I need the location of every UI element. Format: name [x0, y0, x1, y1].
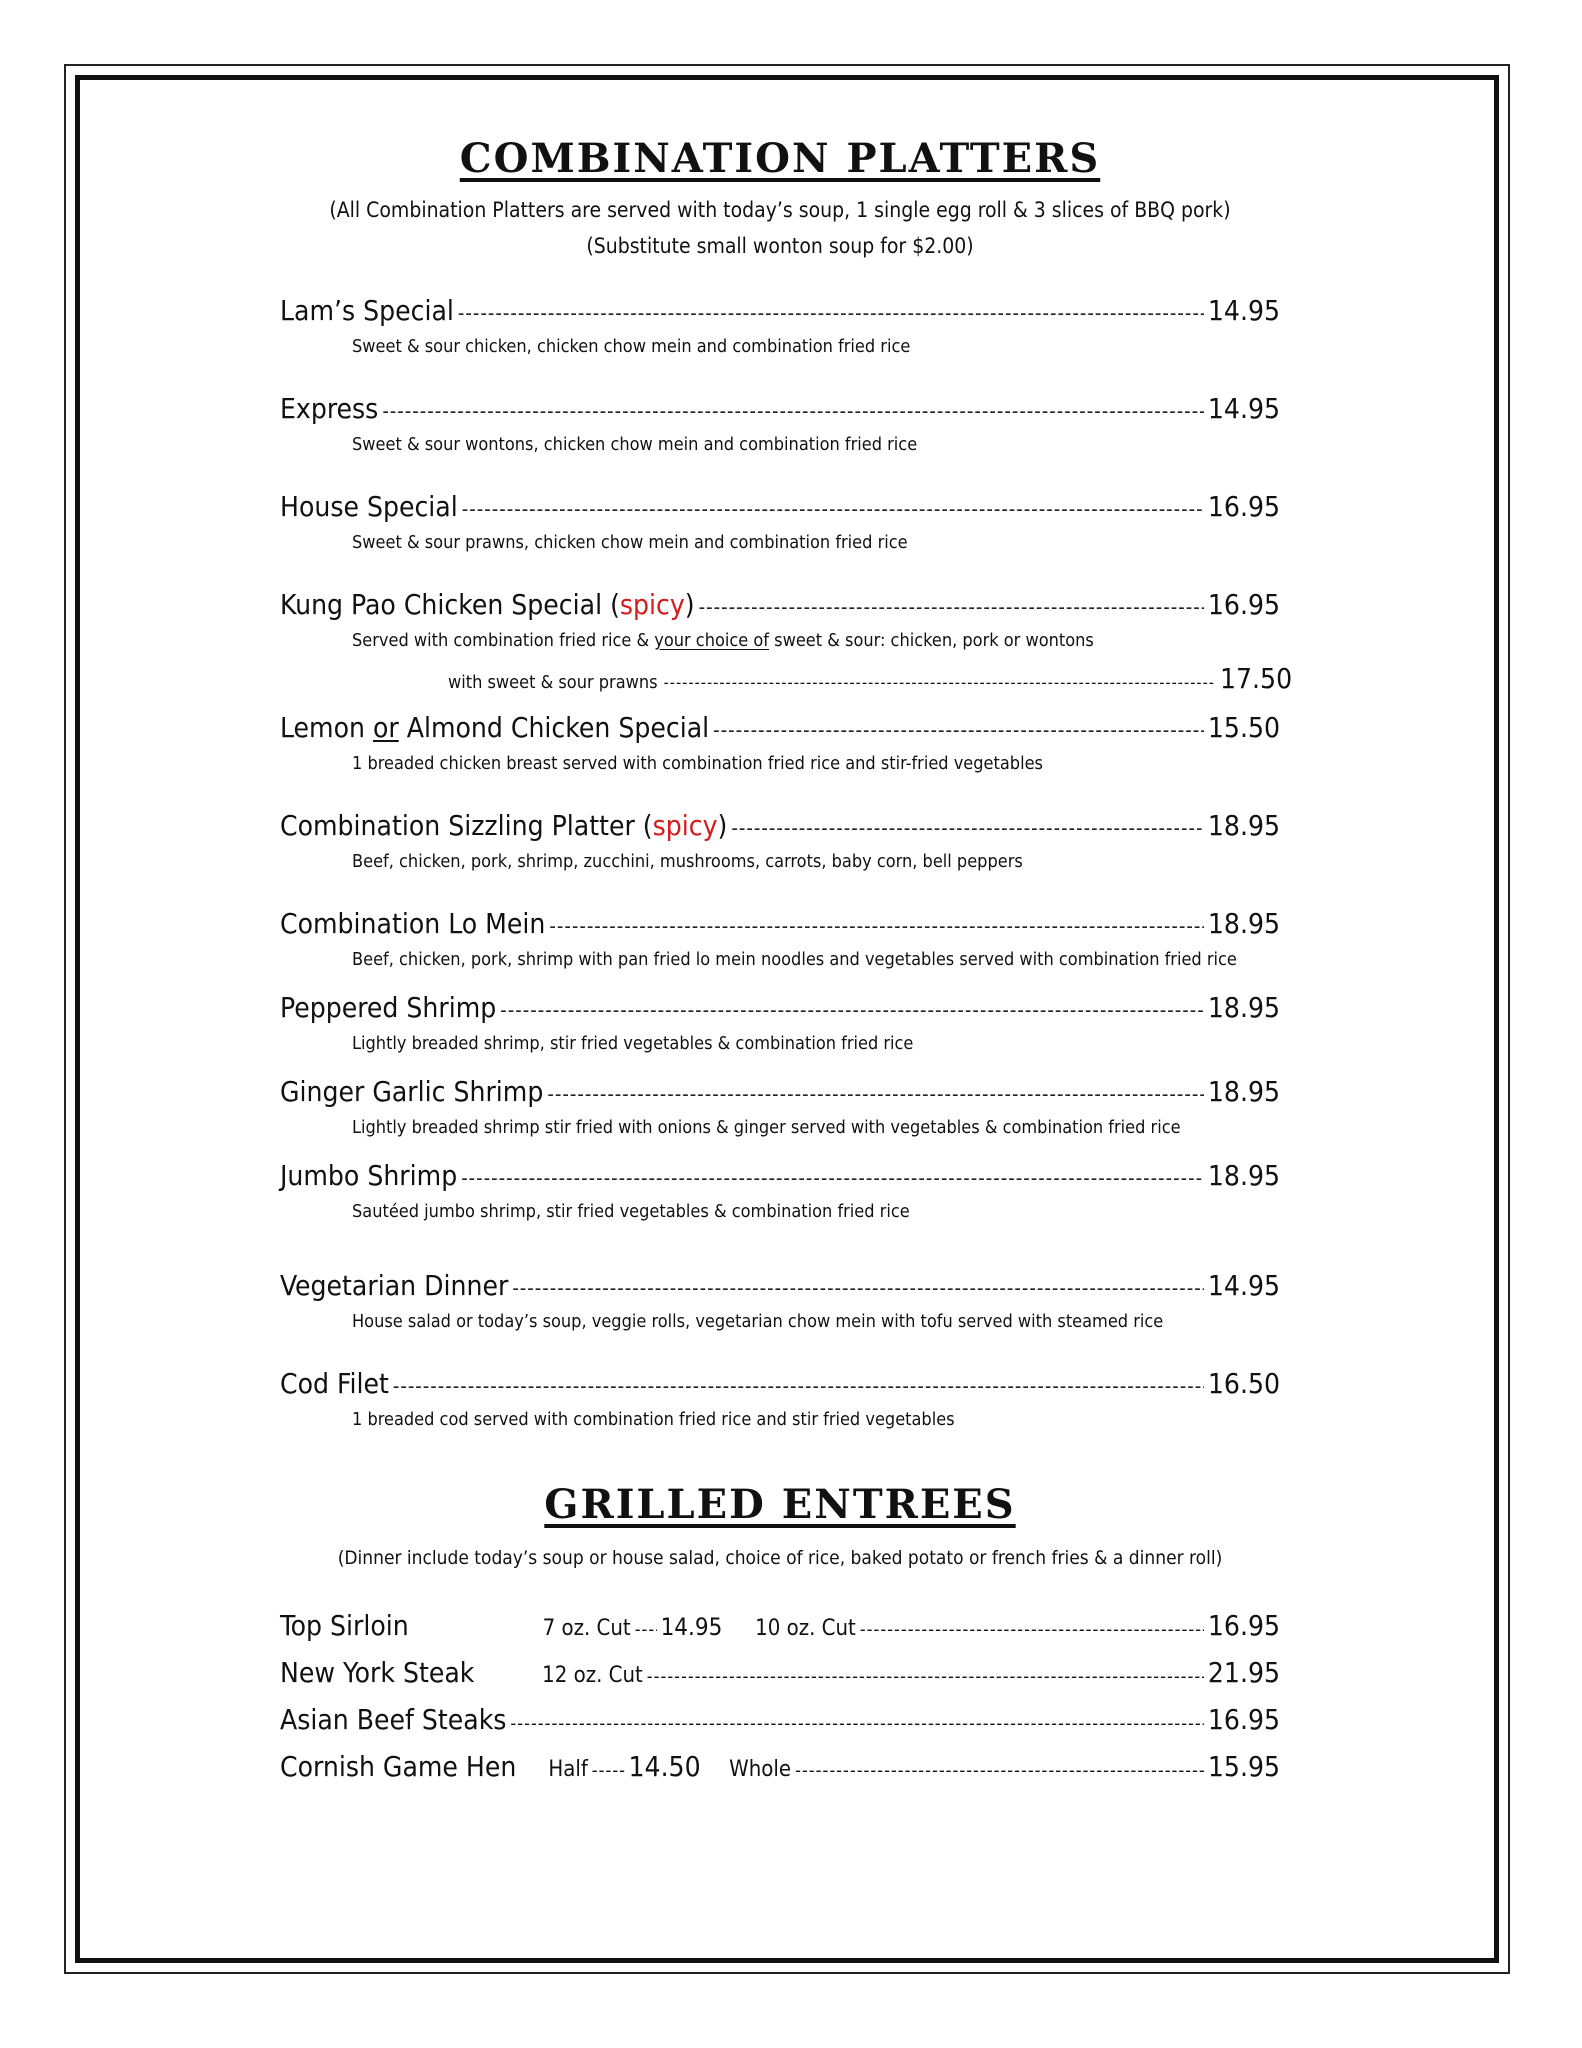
menu-item-row — [280, 905, 1280, 945]
grilled-item-name: Asian Beef Steaks — [280, 1703, 507, 1736]
menu-item — [280, 488, 1280, 558]
grilled-item-name: Top Sirloin — [280, 1609, 409, 1642]
menu-item-price: 18.95 — [1207, 907, 1280, 940]
menu-item-price: 16.95 — [1207, 490, 1280, 523]
leader-dots — [462, 490, 1204, 528]
menu-item — [280, 989, 1280, 1059]
menu-item — [280, 1267, 1280, 1337]
menu-item-price: 18.95 — [1207, 1075, 1280, 1108]
menu-item-row — [280, 709, 1280, 749]
grilled-entrees-title: GRILLED ENTREES — [544, 1481, 1016, 1528]
leader-dots — [510, 1702, 1203, 1745]
menu-item-row — [280, 989, 1280, 1029]
menu-item-name: Combination Lo Mein — [280, 907, 546, 940]
menu-item-name — [280, 807, 727, 845]
menu-item-row — [280, 390, 1280, 430]
leader-dots — [549, 907, 1204, 945]
leader-dots — [860, 1608, 1204, 1651]
grilled-option-label: Whole — [729, 1757, 792, 1782]
menu-item-price: 14.95 — [1207, 294, 1280, 327]
menu-item — [280, 1073, 1280, 1143]
grilled-item — [280, 1698, 1280, 1745]
menu-item-price: 14.95 — [1207, 392, 1280, 425]
menu-item-description: Sweet & sour prawns, chicken chow mein and combination fried rice — [352, 532, 908, 553]
menu-item — [280, 905, 1280, 975]
name-part: Combination Sizzling Platter ( — [280, 809, 653, 842]
leader-dots — [512, 1269, 1204, 1307]
menu-item-description: Sautéed jumbo shrimp, stir fried vegetables & combination fried rice — [352, 1201, 910, 1222]
menu-item-name: Lam’s Special — [280, 294, 454, 327]
menu-item-row — [280, 807, 1280, 847]
menu-item-description: 1 breaded chicken breast served with combination fried rice and stir-fried vegetables — [352, 753, 1043, 774]
leader-dots — [731, 809, 1204, 847]
menu-item-description: Beef, chicken, pork, shrimp, zucchini, mushrooms, carrots, baby corn, bell peppers — [352, 851, 1023, 872]
combination-notes — [280, 192, 1280, 264]
leader-dots — [699, 588, 1204, 626]
grilled-item — [280, 1651, 1280, 1698]
menu-item-description: Beef, chicken, pork, shrimp with pan fried lo mein noodles and vegetables served with combination fried rice — [352, 949, 1237, 970]
grilled-option-label: Half — [548, 1757, 588, 1782]
menu-item — [280, 709, 1280, 779]
grilled-option-price: 14.50 — [628, 1750, 701, 1783]
menu-item-row — [280, 1073, 1280, 1113]
leader-dots — [547, 1075, 1204, 1113]
grilled-option-label: 12 oz. Cut — [542, 1663, 643, 1688]
leader-dots — [458, 294, 1204, 332]
menu-item — [280, 586, 1293, 695]
name-part: Lemon — [280, 711, 373, 744]
menu-item-name: House Special — [280, 490, 458, 523]
sub-option-price: 17.50 — [1220, 662, 1293, 695]
grilled-list — [280, 1604, 1280, 1792]
leader-dots — [382, 392, 1204, 430]
name-part: ) — [684, 588, 695, 621]
menu-item-name: Ginger Garlic Shrimp — [280, 1075, 544, 1108]
combination-note-2: (Substitute small wonton soup for $2.00) — [586, 234, 974, 258]
grilled-option-price: 16.95 — [1207, 1609, 1280, 1642]
leader-dots — [393, 1367, 1204, 1405]
menu-item-name — [280, 709, 709, 747]
menu-item-name: Cod Filet — [280, 1367, 389, 1400]
grilled-option-price: 14.95 — [660, 1613, 723, 1641]
menu-page — [280, 135, 1293, 1792]
leader-dots — [713, 711, 1204, 749]
grilled-option-price: 16.95 — [1207, 1703, 1280, 1736]
menu-item-description — [280, 626, 1280, 656]
grilled-option-label: 10 oz. Cut — [755, 1616, 856, 1641]
menu-item-row — [280, 1365, 1280, 1405]
menu-item — [280, 390, 1280, 460]
menu-item-description: House salad or today’s soup, veggie rolls, vegetarian chow mein with tofu served with steamed rice — [352, 1311, 1164, 1332]
menu-item-price: 18.95 — [1207, 991, 1280, 1024]
menu-item-price: 18.95 — [1207, 809, 1280, 842]
name-part: ) — [717, 809, 728, 842]
combination-platters-title: COMBINATION PLATTERS — [459, 135, 1101, 182]
menu-item-row — [280, 1157, 1280, 1197]
name-underlined: or — [372, 711, 399, 744]
menu-item-name: Jumbo Shrimp — [280, 1159, 458, 1192]
leader-dots — [664, 673, 1214, 692]
leader-dots — [635, 1608, 657, 1651]
grilled-item — [280, 1745, 1280, 1792]
menu-item-price: 15.50 — [1207, 711, 1280, 744]
grilled-item — [280, 1604, 1280, 1651]
spicy-label: spicy — [619, 588, 685, 621]
desc-part: Served with combination fried rice & — [352, 630, 655, 651]
menu-item-description: 1 breaded cod served with combination fried rice and stir fried vegetables — [352, 1409, 955, 1430]
menu-item-description: Sweet & sour wontons, chicken chow mein and combination fried rice — [352, 434, 918, 455]
desc-part: sweet & sour: chicken, pork or wontons — [769, 630, 1094, 651]
grilled-item-name: New York Steak — [280, 1656, 475, 1689]
menu-item — [280, 1365, 1280, 1435]
menu-item-row — [280, 292, 1280, 332]
menu-sub-option — [280, 662, 1293, 695]
menu-item-price: 18.95 — [1207, 1159, 1280, 1192]
menu-item-price: 16.95 — [1207, 588, 1280, 621]
grilled-note: (Dinner include today’s soup or house salad, choice of rice, baked potato or french fries & a dinner roll) — [337, 1547, 1223, 1569]
menu-item-name: Vegetarian Dinner — [280, 1269, 509, 1302]
name-part: Kung Pao Chicken Special ( — [280, 588, 620, 621]
combination-note-1: (All Combination Platters are served with today’s soup, 1 single egg roll & 3 slices of BBQ pork) — [329, 198, 1231, 222]
menu-item-name: Express — [280, 392, 379, 425]
grilled-item-name: Cornish Game Hen — [280, 1750, 517, 1783]
menu-item-price: 14.95 — [1207, 1269, 1280, 1302]
grilled-option-label: 7 oz. Cut — [542, 1616, 631, 1641]
menu-item — [280, 807, 1280, 877]
menu-item-description: Lightly breaded shrimp stir fried with onions & ginger served with vegetables & combination fried rice — [352, 1117, 1181, 1138]
menu-item — [280, 1157, 1280, 1227]
leader-dots — [592, 1749, 625, 1792]
menu-item-description: Sweet & sour chicken, chicken chow mein and combination fried rice — [352, 336, 911, 357]
menu-item-name — [280, 586, 695, 624]
menu-item-row — [280, 488, 1280, 528]
menu-item-row — [280, 586, 1280, 626]
menu-item-description: Lightly breaded shrimp, stir fried vegetables & combination fried rice — [352, 1033, 914, 1054]
desc-underlined: your choice of — [654, 630, 769, 651]
spicy-label: spicy — [652, 809, 718, 842]
menu-item — [280, 292, 1280, 362]
menu-item-name: Peppered Shrimp — [280, 991, 497, 1024]
menu-item-row — [280, 1267, 1280, 1307]
menu-item-price: 16.50 — [1207, 1367, 1280, 1400]
leader-dots — [647, 1655, 1204, 1698]
sub-option-name: with sweet & sour prawns — [448, 672, 658, 693]
leader-dots — [461, 1159, 1204, 1197]
grilled-option-price: 21.95 — [1207, 1656, 1280, 1689]
leader-dots — [795, 1749, 1204, 1792]
name-part: Almond Chicken Special — [398, 711, 710, 744]
leader-dots — [500, 991, 1204, 1029]
grilled-option-price: 15.95 — [1207, 1750, 1280, 1783]
